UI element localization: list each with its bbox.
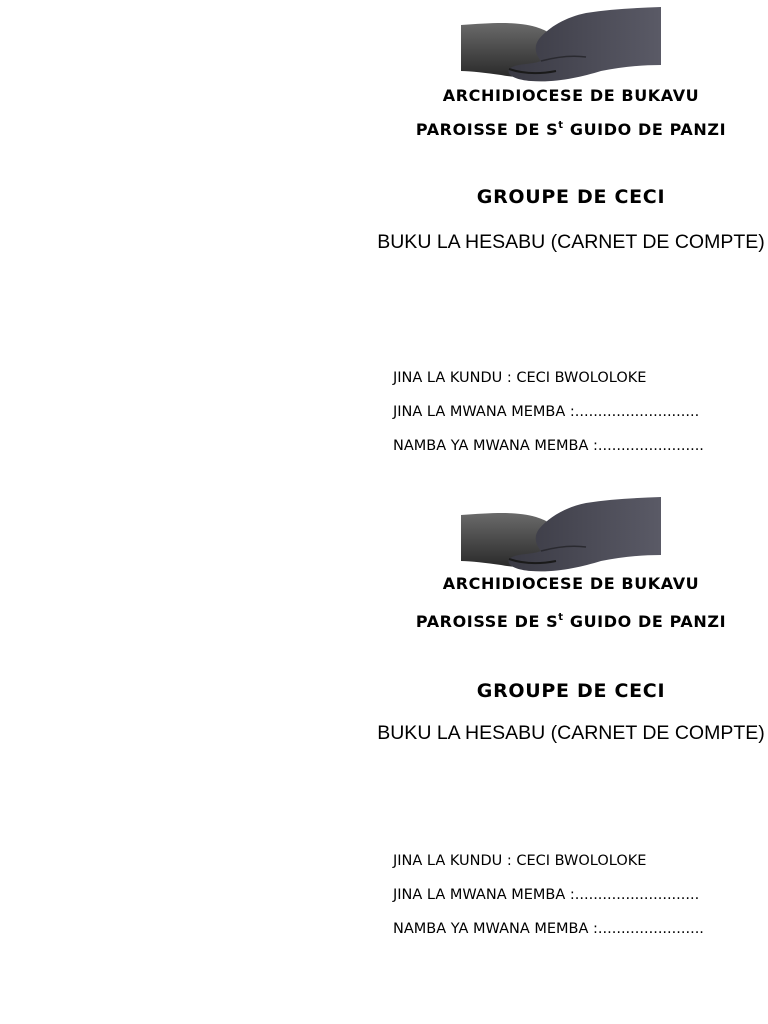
handshake-image: [461, 497, 661, 573]
group-title: GROUPE DE CECI: [476, 680, 666, 702]
booklet-card-1: [0, 0, 768, 490]
parish-title: PAROISSE DE $S^t$ GUIDO DE PANZI: [415, 120, 727, 139]
diocese-title: ARCHIDIOCESE DE BUKAVU: [442, 86, 700, 105]
parish-title: PAROISSE DE $S^t$ GUIDO DE PANZI: [415, 612, 727, 631]
booklet-title: BUKU LA HESABU (CARNET DE COMPTE): [377, 722, 765, 744]
booklet-card-2: [0, 490, 768, 980]
group-name-field: JINA LA KUNDU : CECI BWOLOLOKE: [393, 370, 647, 386]
member-name-field: JINA LA MWANA MEMBA :...........................: [393, 404, 700, 420]
handshake-image: [461, 7, 661, 83]
member-number-field: NAMBA YA MWANA MEMBA :.......................: [393, 921, 704, 937]
member-name-field: JINA LA MWANA MEMBA :...........................: [393, 887, 700, 903]
member-number-field: NAMBA YA MWANA MEMBA :.......................: [393, 438, 704, 454]
booklet-title: BUKU LA HESABU (CARNET DE COMPTE): [377, 231, 765, 253]
group-name-field: JINA LA KUNDU : CECI BWOLOLOKE: [393, 853, 647, 869]
diocese-title: ARCHIDIOCESE DE BUKAVU: [442, 574, 700, 593]
group-title: GROUPE DE CECI: [476, 186, 666, 208]
